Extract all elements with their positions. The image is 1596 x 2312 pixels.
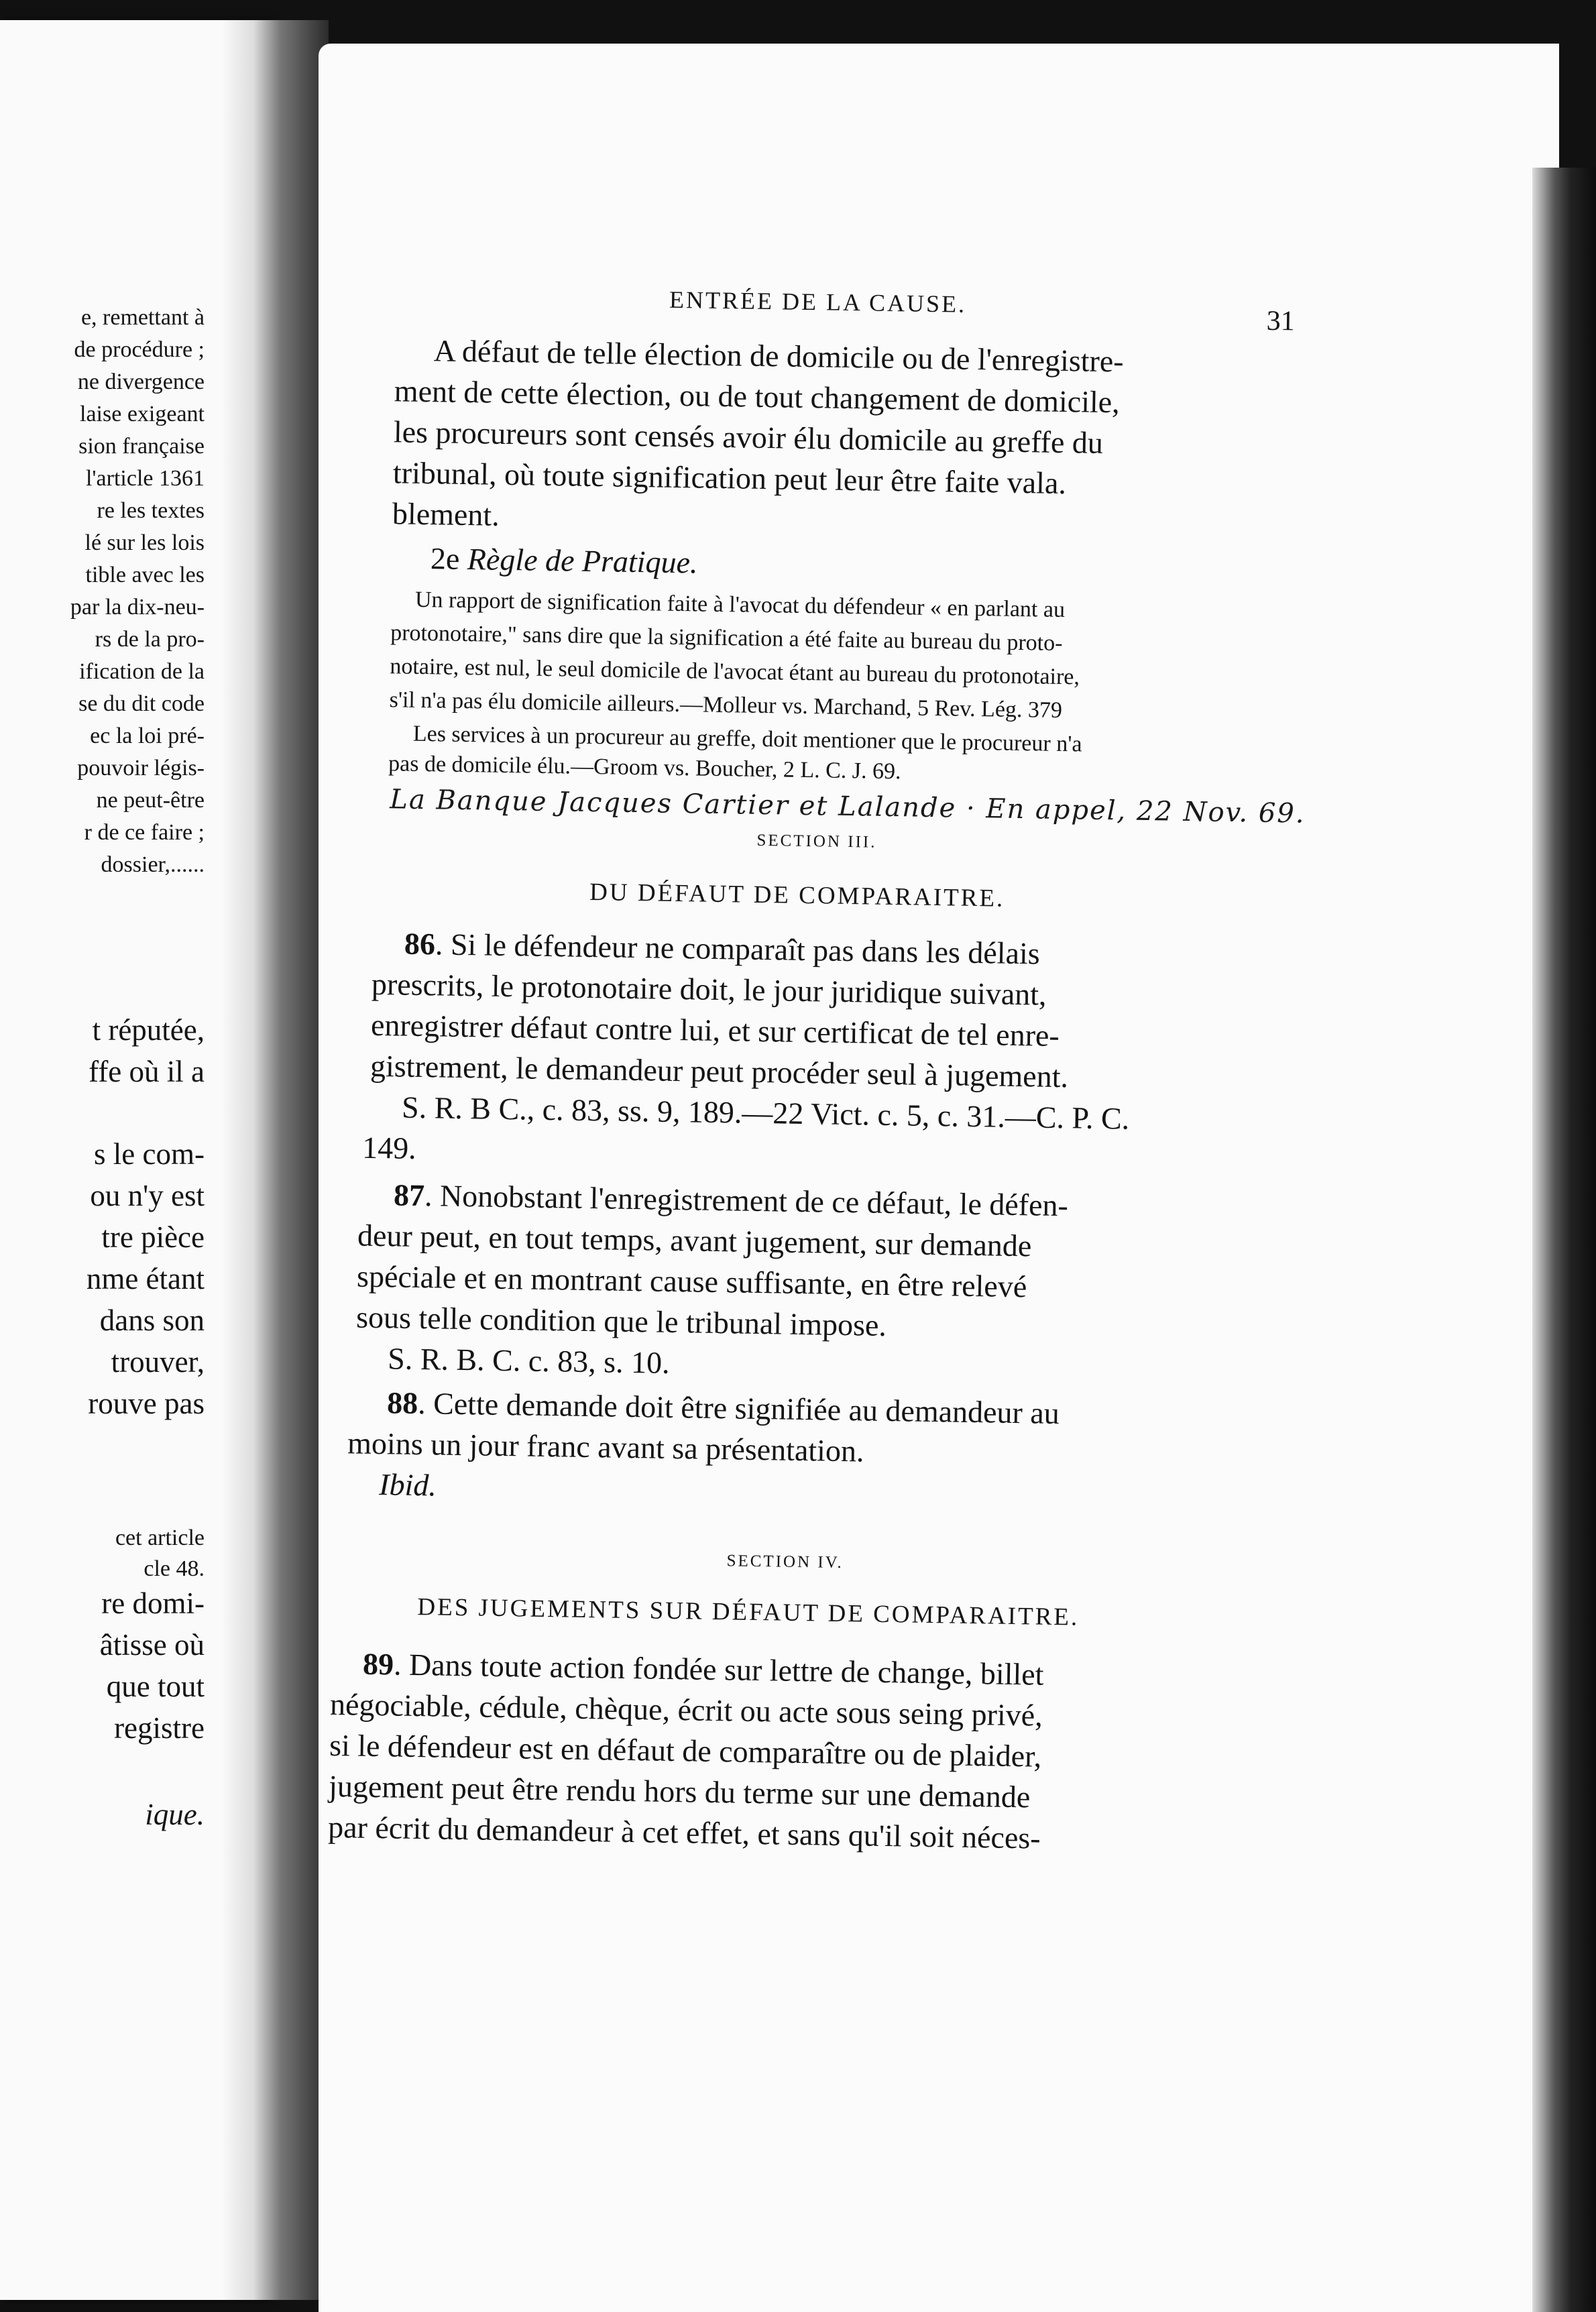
left-page-line: nme étant: [86, 1262, 205, 1295]
note-line: notaire, est nul, le seul domicile de l'avocat étant au bureau du protonotaire,: [390, 654, 1080, 690]
left-page-line: sion française: [78, 434, 205, 459]
left-page-line: tre pièce: [101, 1220, 205, 1254]
left-page-line: r de ce faire ;: [84, 820, 205, 845]
rule-heading-title: Règle de Pratique.: [467, 542, 698, 580]
article-86-text: . Si le défendeur ne comparaît pas dans les délais: [435, 927, 1041, 971]
left-page-line: re domi-: [101, 1586, 205, 1620]
left-page-line: s le com-: [94, 1137, 205, 1171]
article-86-citation: 149.: [361, 1130, 417, 1165]
page-edge-shadow: [1532, 168, 1596, 2312]
rule-heading: [431, 543, 698, 578]
left-page-line: se du dit code: [78, 691, 205, 716]
article-number: 86: [404, 926, 436, 962]
article-87-citation: S. R. B. C. c. 83, s. 10.: [387, 1341, 671, 1380]
left-page-line: pouvoir légis-: [77, 756, 205, 781]
article-89-line: par écrit du demandeur à cet effet, et sans qu'il soit néces-: [327, 1810, 1041, 1855]
article-88-text: . Cette demande doit être signifiée au demandeur au: [417, 1386, 1060, 1431]
article-88-line: moins un jour franc avant sa présentation.: [347, 1426, 864, 1468]
section-label: SECTION IV.: [726, 1552, 844, 1572]
left-page-line: cet article: [115, 1525, 205, 1550]
note-line: Un rapport de signification faite à l'avocat du défendeur « en parlant au: [414, 587, 1066, 623]
article-number: 88: [386, 1385, 418, 1421]
section-title: DES JUGEMENTS SUR DÉFAUT DE COMPARAITRE.: [417, 1593, 1080, 1631]
page-number: 31: [1266, 305, 1296, 337]
article-87-line: sous telle condition que le tribunal impose.: [355, 1299, 887, 1343]
handwritten-annotation: La Banque Jacques Cartier et Lalande · En appel, 22 Nov. 69.: [389, 784, 1306, 829]
intro-line: A défaut de telle élection de domicile ou de l'enregistre-: [433, 333, 1124, 379]
left-page-line: que tout: [106, 1670, 205, 1703]
section-title: DU DÉFAUT DE COMPARAITRE.: [589, 878, 1005, 913]
article-89-line: si le défendeur est en défaut de comparaître ou de plaider,: [329, 1728, 1042, 1774]
article-86-line: prescrits, le protonotaire doit, le jour juridique suivant,: [371, 966, 1047, 1012]
article-86-citation: S. R. B C., c. 83, ss. 9, 189.—22 Vict. c. 5, c. 31.—C. P. C.: [401, 1090, 1130, 1136]
article-88-citation: Ibid.: [378, 1467, 437, 1503]
rule-heading-prefix: 2e: [430, 541, 460, 576]
left-page-line: laise exigeant: [80, 402, 205, 426]
article-89-line: négociable, cédule, chèque, écrit ou acte sous seing privé,: [329, 1687, 1043, 1733]
left-page-line: e, remettant à: [80, 305, 205, 330]
left-page-line: ique.: [145, 1798, 205, 1831]
left-page-line: cle 48.: [144, 1556, 205, 1581]
article-89-line: jugement peut être rendu hors du terme sur une demande: [328, 1769, 1031, 1814]
left-page-line: re les textes: [97, 498, 205, 523]
left-page-line: registre: [114, 1711, 205, 1745]
note-line: Les services à un procureur au greffe, doit mentioner que le procureur n'a: [412, 721, 1082, 757]
section-label: SECTION III.: [756, 831, 877, 852]
left-page-line: ou n'y est: [90, 1179, 205, 1212]
left-page-line: ffe où il a: [89, 1055, 205, 1088]
intro-line: tribunal, où toute signification peut leur être faite vala.: [392, 455, 1067, 501]
book-gutter: [221, 20, 329, 2300]
article-number: 89: [362, 1646, 394, 1682]
intro-line: les procureurs sont censés avoir élu domicile au greffe du: [393, 414, 1104, 460]
article-87-line: spéciale et en montrant cause suffisante, en être relevé: [356, 1259, 1027, 1304]
article-86-line: gistrement, le demandeur peut procéder seul à jugement.: [369, 1048, 1069, 1094]
running-header: ENTRÉE DE LA CAUSE.: [669, 286, 967, 318]
note-line: s'il n'a pas élu domicile ailleurs.—Molleur vs. Marchand, 5 Rev. Lég. 379: [389, 687, 1063, 724]
left-page-line: dans son: [99, 1304, 205, 1337]
left-page-line: rouve pas: [88, 1387, 205, 1420]
article-number: 87: [393, 1177, 425, 1213]
article-87-text: . Nonobstant l'enregistrement de ce défaut, le défen-: [424, 1178, 1069, 1223]
note-line: pas de domicile élu.—Groom vs. Boucher, 2 L. C. J. 69.: [388, 751, 901, 785]
article-86-line: enregistrer défaut contre lui, et sur certificat de tel enre-: [370, 1007, 1060, 1053]
left-page-line: ec la loi pré-: [90, 724, 205, 748]
left-page-line: de procédure ;: [74, 337, 205, 362]
left-page-line: l'article 1361: [85, 466, 205, 491]
left-page-line: par la dix-neu-: [70, 595, 205, 620]
left-page-line: ification de la: [79, 659, 205, 684]
left-page-line: dossier,......: [101, 852, 205, 877]
left-page-line: âtisse où: [99, 1628, 205, 1662]
intro-line: ment de cette élection, ou de tout changement de domicile,: [394, 373, 1121, 420]
article-89-text: . Dans toute action fondée sur lettre de change, billet: [393, 1647, 1044, 1692]
article-87-line: deur peut, en tout temps, avant jugement, sur demande: [357, 1218, 1032, 1263]
intro-line: blement.: [392, 496, 500, 532]
left-page-line: tible avec les: [85, 563, 205, 587]
left-page-line: trouver,: [111, 1345, 205, 1379]
left-page-line: ne divergence: [77, 369, 205, 394]
note-line: protonotaire," sans dire que la signification a été faite au bureau du proto-: [390, 620, 1063, 656]
left-page-line: lé sur les lois: [84, 530, 205, 555]
left-page-line: ne peut-être: [96, 788, 205, 813]
left-page-line: rs de la pro-: [95, 627, 205, 652]
left-page-line: t réputée,: [92, 1013, 205, 1047]
